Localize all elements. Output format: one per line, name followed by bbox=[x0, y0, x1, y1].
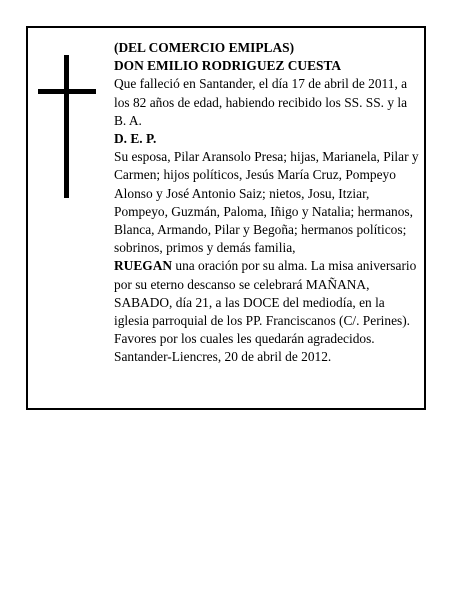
mass-request-text: una oración por su alma. La misa aniversario por su eterno descanso se celebrará MAÑANA, SABADO, día 21, a las DOCE del mediodía, en la iglesia parroquial de los PP. Franciscanos (C/. Perines). Favores por los cuales les quedarán agradecidos. bbox=[114, 258, 417, 347]
cross-vertical-bar bbox=[64, 55, 69, 198]
obituary-notice bbox=[26, 26, 426, 410]
place-date: Santander-Liencres, 20 de abril de 2012. bbox=[114, 349, 332, 365]
death-statement: Que falleció en Santander, el día 17 de abril de 2011, a los 82 años de edad, habiendo recibido los SS. SS. y la B. A. bbox=[114, 76, 408, 128]
cross-icon bbox=[38, 55, 96, 198]
dep-line: D. E. P. bbox=[114, 131, 157, 147]
ruegan-word: RUEGAN bbox=[114, 258, 173, 274]
cross-horizontal-bar bbox=[38, 89, 96, 94]
mass-request bbox=[114, 257, 420, 348]
notice-header: (DEL COMERCIO EMIPLAS) bbox=[114, 40, 295, 55]
deceased-name: DON EMILIO RODRIGUEZ CUESTA bbox=[114, 58, 342, 74]
notice-text bbox=[114, 39, 420, 367]
family-list: Su esposa, Pilar Aransolo Presa; hijas, Marianela, Pilar y Carmen; hijos políticos, Jesús María Cruz, Pompeyo Alonso y José Antonio Saiz; nietos, Josu, Itziar, Pompeyo, Guzmán, Paloma, Iñigo y Natalia; hermanos, Blanca, Armando, Pilar y Begoña; hermanos políticos; sobrinos, primos y demás familia, bbox=[114, 149, 419, 256]
